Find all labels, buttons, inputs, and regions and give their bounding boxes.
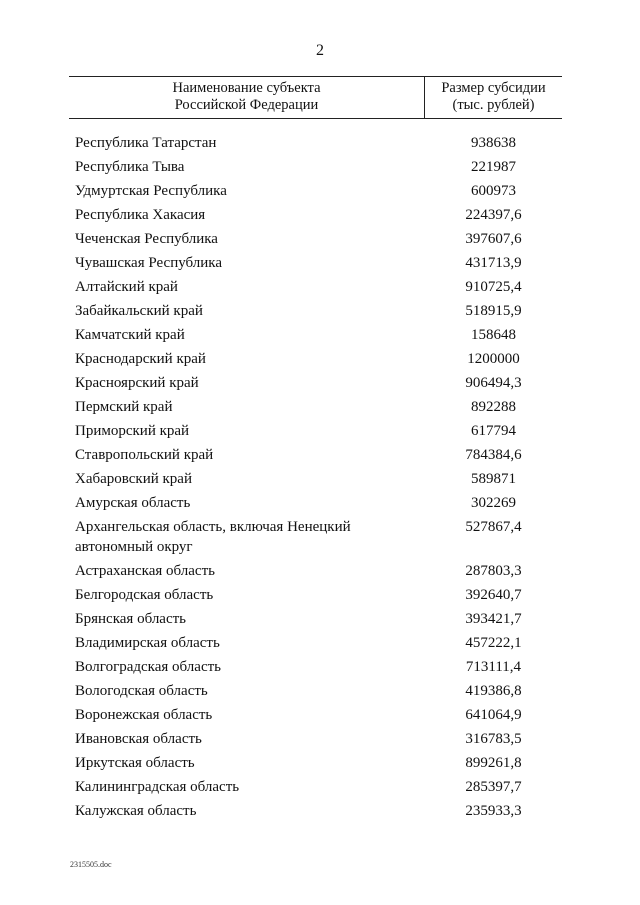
row-subject-name: Калужская область xyxy=(75,803,197,819)
document-filename: 2315505.doc xyxy=(70,860,112,869)
row-subsidy-value: 457222,1 xyxy=(465,635,522,651)
table-row xyxy=(69,227,562,251)
row-subject-name: Алтайский край xyxy=(75,279,178,295)
row-subject-name: Волгоградская область xyxy=(75,659,221,675)
page-number: 2 xyxy=(316,42,324,59)
table-row xyxy=(69,703,562,727)
table-row xyxy=(69,179,562,203)
row-subject-name: Забайкальский край xyxy=(75,303,203,319)
table-row xyxy=(69,799,562,823)
row-subject-name: Пермский край xyxy=(75,399,173,415)
table-row xyxy=(69,323,562,347)
row-subject-name: Республика Хакасия xyxy=(75,207,206,223)
table-row xyxy=(69,275,562,299)
table-row xyxy=(69,347,562,371)
table-row xyxy=(69,443,562,467)
row-subsidy-value: 892288 xyxy=(471,399,516,415)
row-subsidy-value: 910725,4 xyxy=(465,279,522,295)
row-subject-name: Калининградская область xyxy=(75,779,240,795)
table-row xyxy=(69,491,562,515)
table-header xyxy=(69,76,562,119)
row-subsidy-value: 419386,8 xyxy=(465,683,522,699)
row-subsidy-value: 589871 xyxy=(471,471,516,487)
table-row xyxy=(69,131,562,155)
table-row xyxy=(69,679,562,703)
row-subsidy-value: 899261,8 xyxy=(465,755,522,771)
row-subject-name: Красноярский край xyxy=(75,375,199,391)
row-subsidy-value: 235933,3 xyxy=(465,803,522,819)
row-subject-name-line2: автономный округ xyxy=(75,539,193,555)
row-subsidy-value: 221987 xyxy=(471,159,516,175)
row-subsidy-value: 641064,9 xyxy=(465,707,522,723)
row-subsidy-value: 600973 xyxy=(471,183,516,199)
table-body xyxy=(69,131,562,823)
table-row xyxy=(69,559,562,583)
row-subsidy-value: 431713,9 xyxy=(465,255,522,271)
row-subject-name-line1: Архангельская область, включая Ненецкий xyxy=(75,519,351,535)
column-header-subject xyxy=(69,77,424,118)
table-row xyxy=(69,299,562,323)
table-row xyxy=(69,419,562,443)
table-row xyxy=(69,155,562,179)
column-header-subject-line2: Российской Федерации xyxy=(174,97,319,113)
row-subsidy-value: 784384,6 xyxy=(465,447,522,463)
row-subsidy-value: 397607,6 xyxy=(465,231,522,247)
table-row xyxy=(69,607,562,631)
table-row xyxy=(69,775,562,799)
row-subject-name: Брянская область xyxy=(75,611,187,627)
row-subsidy-value: 393421,7 xyxy=(465,611,522,627)
row-subject-name: Воронежская область xyxy=(75,707,213,723)
row-subsidy-value: 617794 xyxy=(471,423,516,439)
row-subject-name: Республика Татарстан xyxy=(75,135,217,151)
table-row xyxy=(69,371,562,395)
row-subject-name: Республика Тыва xyxy=(75,159,185,175)
row-subject-name: Ивановская область xyxy=(75,731,202,747)
row-subsidy-value: 906494,3 xyxy=(465,375,522,391)
row-subsidy-value: 1200000 xyxy=(467,351,520,367)
subsidy-table xyxy=(69,76,562,823)
row-subsidy-value: 938638 xyxy=(471,135,516,151)
row-subsidy-value: 518915,9 xyxy=(465,303,522,319)
row-subsidy-value: 302269 xyxy=(471,495,516,511)
table-row xyxy=(69,395,562,419)
row-subject-name: Хабаровский край xyxy=(75,471,192,487)
table-row xyxy=(69,631,562,655)
column-header-subsidy-line1: Размер субсидии xyxy=(441,80,546,96)
row-subject-name: Белгородская область xyxy=(75,587,214,603)
row-subsidy-value: 224397,6 xyxy=(465,207,522,223)
row-subsidy-value: 713111,4 xyxy=(465,659,522,675)
table-row xyxy=(69,583,562,607)
row-subject-name: Владимирская область xyxy=(75,635,220,651)
row-subject-name: Удмуртская Республика xyxy=(75,183,227,199)
row-subject-name: Ставропольский край xyxy=(75,447,214,463)
table-row xyxy=(69,751,562,775)
row-subsidy-value: 285397,7 xyxy=(465,779,522,795)
table-row xyxy=(69,203,562,227)
table-row xyxy=(69,515,562,559)
column-header-subsidy-line2: (тыс. рублей) xyxy=(452,97,535,113)
row-subject-name: Приморский край xyxy=(75,423,190,439)
row-subsidy-value: 527867,4 xyxy=(465,519,522,535)
row-subject-name: Иркутская область xyxy=(75,755,195,771)
row-subject-name: Чеченская Республика xyxy=(75,231,218,247)
row-subject-name: Вологодская область xyxy=(75,683,208,699)
column-header-subject-line1: Наименование субъекта xyxy=(172,80,321,96)
row-subject-name: Амурская область xyxy=(75,495,191,511)
row-subject-name: Краснодарский край xyxy=(75,351,206,367)
table-row xyxy=(69,727,562,751)
table-row xyxy=(69,467,562,491)
row-subject-name: Камчатский край xyxy=(75,327,185,343)
row-subject-name: Астраханская область xyxy=(75,563,215,579)
table-row xyxy=(69,655,562,679)
row-subsidy-value: 316783,5 xyxy=(465,731,522,747)
row-subsidy-value: 287803,3 xyxy=(465,563,522,579)
table-row xyxy=(69,251,562,275)
row-subsidy-value: 158648 xyxy=(471,327,516,343)
column-header-subsidy xyxy=(425,77,562,118)
row-subject-name xyxy=(69,517,425,559)
row-subsidy-value: 392640,7 xyxy=(465,587,522,603)
row-subject-name: Чувашская Республика xyxy=(75,255,223,271)
